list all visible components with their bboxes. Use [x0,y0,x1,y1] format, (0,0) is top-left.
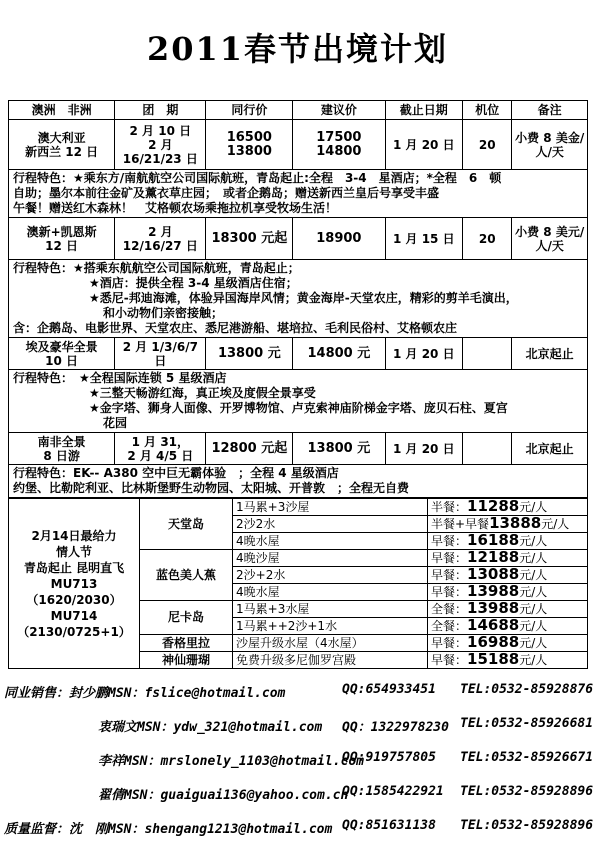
itinerary-line: ★酒店：提供全程 3-4 星级酒店住宿； [89,276,298,290]
peer-price [206,120,293,170]
price-cell [428,635,588,652]
itinerary-line: 和小动物们亲密接触； [103,306,224,320]
price-unit: 元/人 [519,602,548,616]
price-cell [428,584,588,601]
meal-plan: 早餐： [431,636,468,650]
island-name: 香格里拉 [140,635,233,652]
peer-price [206,218,293,260]
contact-msn: 李祥MSN：mrslonely_1103@hotmail.com [98,754,364,769]
suggested-price-line: 13800 元 [307,440,371,456]
col-dates: 团 期 [115,101,206,120]
seats [463,433,512,465]
tour-name [9,218,115,260]
room-type: 免费升级多尼伽罗宫殿 [233,652,428,669]
col-notes: 备注 [512,101,588,120]
note [512,433,588,465]
price-cell [428,567,588,584]
offer-summary-line: MU713 [50,576,98,591]
meal-plan: 半餐+早餐 [431,517,490,531]
tour-dates-line: 1 月 31， [131,434,190,449]
price-value: 11288 [467,497,520,515]
itinerary-description [9,170,588,218]
suggested-price [293,338,385,370]
meal-plan: 早餐： [431,653,468,667]
suggested-price-line: 17500 [316,129,362,145]
room-type: 2沙+2水 [233,567,428,584]
tour-dates [115,120,206,170]
price-cell [428,499,588,516]
note-line: 人/天 [535,238,564,253]
suggested-price-line: 14800 元 [307,345,371,361]
suggested-price [293,120,385,170]
contact-row [4,682,594,702]
price-value: 15188 [467,650,520,668]
page-title: 2011春节出境计划 [146,30,449,68]
itinerary-row [9,170,588,218]
itinerary-line: 行程特色： ★全程国际连锁 5 星级酒店 [13,371,227,385]
island-name: 神仙珊瑚 [140,652,233,669]
tour-name [9,120,115,170]
tour-dates-line: 2 月 [148,224,173,239]
contact-msn: 衷瑞文MSN：ydw_321@hotmail.com [98,720,323,735]
price-value: 13888 [489,514,542,532]
price-value: 13088 [467,565,520,583]
meal-plan: 早餐： [431,585,468,599]
price-unit: 元/人 [519,653,548,667]
deadline: 1 月 20 日 [385,338,463,370]
price-value: 12188 [467,548,520,566]
room-type: 4晚水屋 [233,584,428,601]
deadline: 1 月 15 日 [385,218,463,260]
peer-price-line: 12800 元起 [211,440,288,456]
contact-qq: QQ：1322978230 [342,720,449,735]
itinerary-description [9,370,588,433]
price-cell [428,516,588,533]
tour-name-line: 埃及豪华全景 [25,339,98,354]
island-name: 天堂岛 [140,499,233,550]
price-value: 13988 [467,599,520,617]
itinerary-line: 约堡、比勒陀利亚、比林斯堡野生动物园、太阳城、开普敦 ；全程无自费 [13,481,410,495]
suggested-price-line: 18900 [316,230,362,246]
tour-dates-line: 日 [154,353,167,368]
tour-name-line: 澳大利亚 [37,130,86,145]
suggested-price-line: 14800 [316,143,362,159]
note-line: 北京起止 [525,441,574,456]
price-unit: 元/人 [519,534,548,548]
peer-price-line: 13800 [226,143,272,159]
itinerary-line: 花园 [103,416,128,430]
itinerary-line: ★悉尼-邦迪海滩，体验异国海岸风情；黄金海岸-天堂农庄，精彩的剪羊毛演出， [89,291,518,305]
contact-qq: QQ:919757805 [342,750,436,765]
meal-plan: 全餐： [431,602,468,616]
price-unit: 元/人 [519,585,548,599]
table-row [9,218,588,260]
offer-summary [9,499,140,669]
tour-name-line: 8 日游 [43,448,80,463]
room-type: 沙屋升级水屋（4水屋） [233,635,428,652]
island-name: 蓝色美人蕉 [140,550,233,601]
deadline: 1 月 20 日 [385,433,463,465]
tour-dates-line: 2 月 10 日 [129,123,192,138]
tour-name-line: 南非全景 [37,434,86,449]
deadline: 1 月 20 日 [385,120,463,170]
col-peer-price: 同行价 [206,101,293,120]
tour-name-line: 10 日 [45,353,79,368]
price-cell [428,533,588,550]
table-row [9,338,588,370]
contact-phone: TEL:0532-85928896 [460,818,594,833]
price-value: 16188 [467,531,520,549]
tour-name [9,433,115,465]
tour-name [9,338,115,370]
table-row [9,433,588,465]
price-cell [428,601,588,618]
room-type: 4晚沙屋 [233,550,428,567]
itinerary-line: ★金字塔、狮身人面像、开罗博物馆、卢克索神庙阶梯金字塔、庞贝石柱、夏宫 [89,401,508,415]
offer-summary-line: MU714 [50,608,98,623]
offer-summary-line: （1620/2030） [26,592,122,607]
note-line: 北京起止 [525,346,574,361]
contact-phone: TEL:0532-85928896 [460,784,594,799]
offer-row [9,499,588,516]
peer-price-line: 18300 元起 [211,230,288,246]
contact-msn: 质量监督：沈 刚MSN：shengang1213@hotmail.com [4,822,333,837]
price-cell [428,652,588,669]
island-name: 尼卡岛 [140,601,233,635]
note-line: 人/天 [535,144,564,159]
col-destination: 澳洲 非洲 [9,101,115,120]
offer-summary-line: 2月14日最给力 [31,528,117,543]
itinerary-line: ★三整天畅游红海，真正埃及度假全景享受 [89,386,316,400]
itinerary-line: 自助；墨尔本前往金矿及薰衣草庄园； 或者企鹅岛；赠送新西兰皇后号享受丰盛 [13,186,440,200]
contact-row [4,784,594,804]
meal-plan: 早餐： [431,534,468,548]
tour-dates-line: 2 月 [148,137,173,152]
col-seats: 机位 [463,101,512,120]
col-deadline: 截止日期 [385,101,463,120]
room-type: 1马累+3沙屋 [233,499,428,516]
suggested-price [293,433,385,465]
contact-phone: TEL:0532-85926681 [460,716,594,731]
itinerary-line: 行程特色：★乘东方/南航航空公司国际航班，青岛起止:全程 3-4 星酒店；*全程 6 顿 [13,171,502,185]
table-row [9,120,588,170]
itinerary-row [9,370,588,433]
price-unit: 元/人 [519,619,548,633]
meal-plan: 全餐： [431,619,468,633]
price-cell [428,618,588,635]
itinerary-line: 行程特色：EK-- A380 空中巨无霸体验 ；全程 4 星级酒店 [13,466,339,480]
tour-name-line: 新西兰 12 日 [25,144,99,159]
note [512,120,588,170]
contact-msn: 翟倩MSN：guaiguai136@yahoo.com.cn [98,788,349,803]
room-type: 2沙2水 [233,516,428,533]
tour-dates-line: 2 月 4/5 日 [127,448,194,463]
price-unit: 元/人 [519,568,548,582]
seats [463,338,512,370]
tour-name-line: 澳新+凯恩斯 [26,224,97,239]
tour-dates-line: 12/16/27 日 [122,238,198,253]
note-line: 小费 8 美元/ [515,224,585,239]
contact-qq: QQ:1585422921 [342,784,444,799]
valentine-offer-table [8,498,588,669]
itinerary-line: 行程特色：★搭乘东航航空公司国际航班，青岛起止； [13,261,300,275]
table-header-row [9,101,588,120]
tour-dates [115,433,206,465]
room-type: 1马累+3水屋 [233,601,428,618]
contact-phone: TEL:0532-85928876 [460,682,594,697]
price-unit: 元/人 [541,517,570,531]
price-value: 13988 [467,582,520,600]
meal-plan: 早餐： [431,568,468,582]
itinerary-row [9,260,588,338]
note [512,338,588,370]
col-suggested-price: 建议价 [293,101,385,120]
tour-dates-line: 2 月 1/3/6/7 [122,339,198,354]
peer-price [206,433,293,465]
offer-summary-line: （2130/0725+1） [17,624,131,639]
price-unit: 元/人 [519,500,548,514]
tour-dates [115,338,206,370]
contact-msn: 同业销售：封少鹏MSN：fslice@hotmail.com [4,686,286,701]
meal-plan: 半餐： [431,500,468,514]
price-unit: 元/人 [519,551,548,565]
seats: 20 [463,120,512,170]
peer-price-line: 16500 [226,129,272,145]
note [512,218,588,260]
tour-dates [115,218,206,260]
contact-row [4,818,594,838]
contact-phone: TEL:0532-85926671 [460,750,594,765]
seats: 20 [463,218,512,260]
tour-name-line: 12 日 [45,238,79,253]
meal-plan: 早餐： [431,551,468,565]
room-type: 4晚水屋 [233,533,428,550]
itinerary-row [9,465,588,498]
peer-price [206,338,293,370]
itinerary-description [9,260,588,338]
room-type: 1马累++2沙+1水 [233,618,428,635]
price-unit: 元/人 [519,636,548,650]
itinerary-line: 含：企鹅岛、电影世界、天堂农庄、悉尼港游船、堪培拉、毛利民俗村、艾格顿农庄 [13,321,458,335]
itinerary-line: 午餐！赠送红木森林！ 艾格顿农场乘拖拉机享受牧场生活！ [13,201,338,215]
offer-summary-line: 青岛起止 昆明直飞 [23,560,125,575]
suggested-price [293,218,385,260]
contact-row [4,716,594,736]
note-line: 小费 8 美金/ [515,130,585,145]
itinerary-description [9,465,588,498]
tour-table [8,100,588,498]
peer-price-line: 13800 元 [217,345,281,361]
offer-summary-line: 情人节 [55,544,92,559]
contact-qq: QQ:654933451 [342,682,436,697]
price-value: 14688 [467,616,520,634]
price-cell [428,550,588,567]
price-value: 16988 [467,633,520,651]
contact-row [4,750,594,770]
tour-dates-line: 16/21/23 日 [122,151,198,166]
contact-qq: QQ:851631138 [342,818,436,833]
